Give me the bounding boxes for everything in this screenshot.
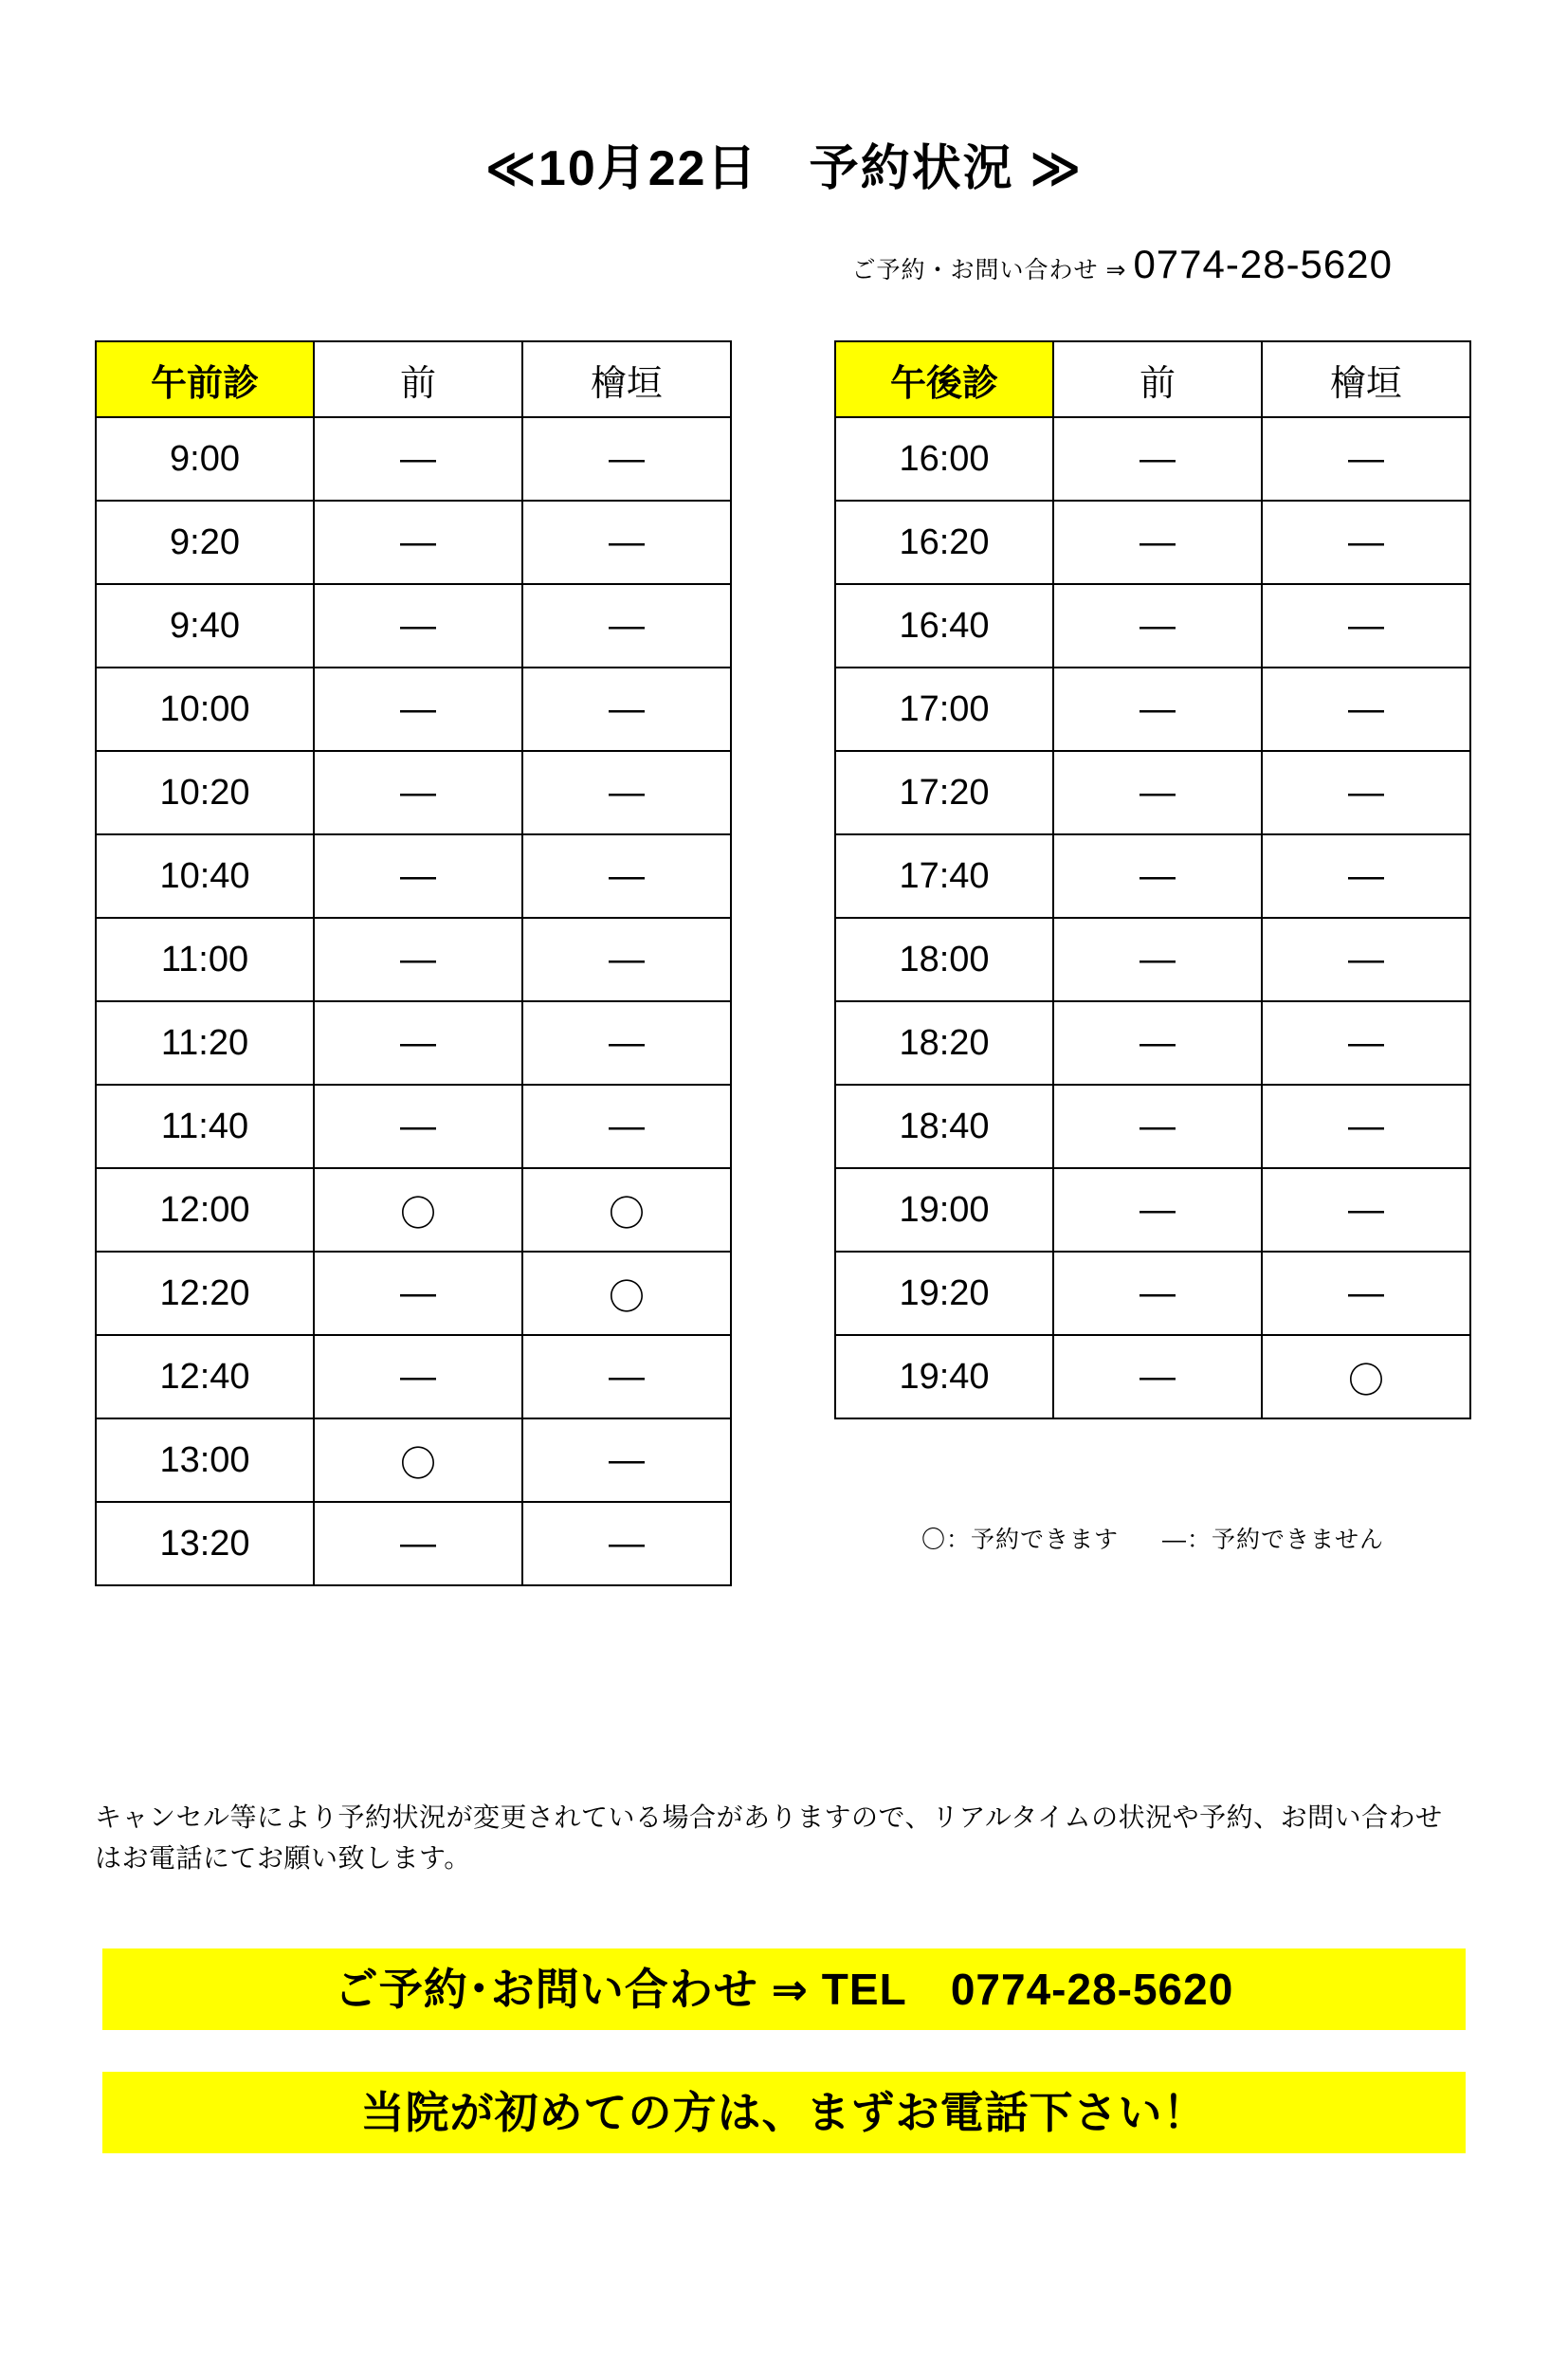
time-label: 19:20 [835,1252,1053,1335]
slot-higaki[interactable]: 〇 [1262,1335,1470,1418]
time-label: 19:00 [835,1168,1053,1252]
time-label: 12:00 [96,1168,314,1252]
time-label: 18:00 [835,918,1053,1001]
table-row [835,1252,1470,1335]
table-row [835,1335,1470,1418]
table-row [96,1168,731,1252]
slot-higaki[interactable]: ― [522,501,731,584]
slot-higaki[interactable]: ― [522,1502,731,1585]
slot-mae[interactable]: ― [314,751,522,834]
slot-mae[interactable]: ― [314,417,522,501]
table-row [96,417,731,501]
slot-mae[interactable]: ― [1053,834,1262,918]
slot-mae[interactable]: ― [314,584,522,668]
header-phone-number: 0774-28-5620 [1133,242,1393,287]
afternoon-header-doctor-higaki: 檜垣 [1262,341,1470,417]
time-label: 11:40 [96,1085,314,1168]
table-row [835,668,1470,751]
slot-higaki[interactable]: ― [522,1335,731,1418]
slot-higaki[interactable]: 〇 [522,1252,731,1335]
slot-mae[interactable]: ― [314,918,522,1001]
table-row [96,1085,731,1168]
time-label: 12:20 [96,1252,314,1335]
table-row [96,751,731,834]
morning-header-session: 午前診 [96,341,314,417]
table-row [96,1335,731,1418]
slot-mae[interactable]: ― [314,1502,522,1585]
table-row [96,1502,731,1585]
time-label: 16:00 [835,417,1053,501]
table-row [835,834,1470,918]
time-label: 13:00 [96,1418,314,1502]
slot-mae[interactable]: ― [1053,501,1262,584]
time-label: 16:40 [835,584,1053,668]
slot-higaki[interactable]: ― [522,1085,731,1168]
header-contact-label: ご予約・お問い合わせ [851,257,1099,284]
slot-mae[interactable]: ― [1053,1252,1262,1335]
reservation-banner: ご予約･お問い合わせ ⇒ TEL 0774-28-5620 [102,1948,1466,2030]
slot-mae[interactable]: ― [314,668,522,751]
time-label: 10:20 [96,751,314,834]
slot-higaki[interactable]: ― [1262,1085,1470,1168]
table-row [96,668,731,751]
schedule-tables [0,340,1568,1564]
legend-unavailable: ―：予約できません [1162,1527,1385,1554]
slot-mae[interactable]: 〇 [314,1168,522,1252]
slot-higaki[interactable]: ― [522,834,731,918]
time-label: 19:40 [835,1335,1053,1418]
afternoon-schedule-table [834,340,1471,1419]
slot-mae[interactable]: ― [1053,584,1262,668]
table-row [835,584,1470,668]
slot-mae[interactable]: ― [1053,417,1262,501]
table-row [835,501,1470,584]
slot-higaki[interactable]: ― [522,1001,731,1085]
slot-higaki[interactable]: ― [522,417,731,501]
afternoon-header-doctor-mae: 前 [1053,341,1262,417]
slot-mae[interactable]: ― [1053,1001,1262,1085]
table-row [96,1418,731,1502]
table-row [835,918,1470,1001]
slot-higaki[interactable]: ― [1262,417,1470,501]
time-label: 11:00 [96,918,314,1001]
page-title: ≪10月22日 予約状況 ≫ [484,141,1084,196]
slot-higaki[interactable]: ― [1262,584,1470,668]
legend [834,1521,1471,1555]
slot-mae[interactable]: ― [1053,1335,1262,1418]
slot-mae[interactable]: ― [314,1001,522,1085]
table-row [835,1001,1470,1085]
slot-higaki[interactable]: ― [522,918,731,1001]
slot-mae[interactable]: ― [1053,751,1262,834]
time-label: 10:00 [96,668,314,751]
slot-mae[interactable]: ― [314,501,522,584]
time-label: 17:40 [835,834,1053,918]
table-row [96,918,731,1001]
slot-higaki[interactable]: 〇 [522,1168,731,1252]
time-label: 9:20 [96,501,314,584]
slot-mae[interactable]: ― [1053,918,1262,1001]
time-label: 16:20 [835,501,1053,584]
time-label: 12:40 [96,1335,314,1418]
table-row [96,584,731,668]
arrow-icon: ⇒ [1105,257,1126,284]
slot-mae[interactable]: ― [1053,1168,1262,1252]
table-row [96,1001,731,1085]
time-label: 9:00 [96,417,314,501]
table-row [835,1085,1470,1168]
time-label: 9:40 [96,584,314,668]
table-header-row [835,341,1470,417]
slot-mae[interactable]: ― [1053,668,1262,751]
time-label: 18:40 [835,1085,1053,1168]
reservation-status-page [0,142,1568,2360]
table-row [835,417,1470,501]
slot-mae[interactable]: ― [314,1335,522,1418]
time-label: 17:00 [835,668,1053,751]
table-row [835,1168,1470,1252]
time-label: 18:20 [835,1001,1053,1085]
slot-higaki[interactable]: ― [1262,751,1470,834]
morning-schedule-table [95,340,732,1586]
slot-mae[interactable]: ― [314,1252,522,1335]
morning-header-doctor-higaki: 檜垣 [522,341,731,417]
table-row [835,751,1470,834]
note-text: キャンセル等により予約状況が変更されている場合がありますので、リアルタイムの状況や予約、お問い合わせはお電話にてお願い致します。 [95,1802,1443,1874]
time-label: 11:20 [96,1001,314,1085]
slot-higaki[interactable]: ― [1262,668,1470,751]
first-visit-banner: 当院が初めての方は、まずお電話下さい！ [102,2072,1466,2153]
time-label: 13:20 [96,1502,314,1585]
table-row [96,834,731,918]
table-header-row [96,341,731,417]
time-label: 17:20 [835,751,1053,834]
slot-higaki[interactable]: ― [522,668,731,751]
slot-mae[interactable]: ― [1053,1085,1262,1168]
time-label: 10:40 [96,834,314,918]
slot-mae[interactable]: ― [314,834,522,918]
slot-higaki[interactable]: ― [522,751,731,834]
slot-higaki[interactable]: ― [1262,1168,1470,1252]
legend-available: 〇：予約できます [921,1527,1119,1554]
morning-header-doctor-mae: 前 [314,341,522,417]
slot-higaki[interactable]: ― [522,1418,731,1502]
header-contact [0,242,1568,287]
slot-higaki[interactable]: ― [1262,918,1470,1001]
table-row [96,1252,731,1335]
slot-mae[interactable]: ― [314,1085,522,1168]
slot-higaki[interactable]: ― [1262,501,1470,584]
slot-mae[interactable]: 〇 [314,1418,522,1502]
slot-higaki[interactable]: ― [1262,1252,1470,1335]
table-row [96,501,731,584]
slot-higaki[interactable]: ― [1262,1001,1470,1085]
slot-higaki[interactable]: ― [522,584,731,668]
afternoon-header-session: 午後診 [835,341,1053,417]
slot-higaki[interactable]: ― [1262,834,1470,918]
